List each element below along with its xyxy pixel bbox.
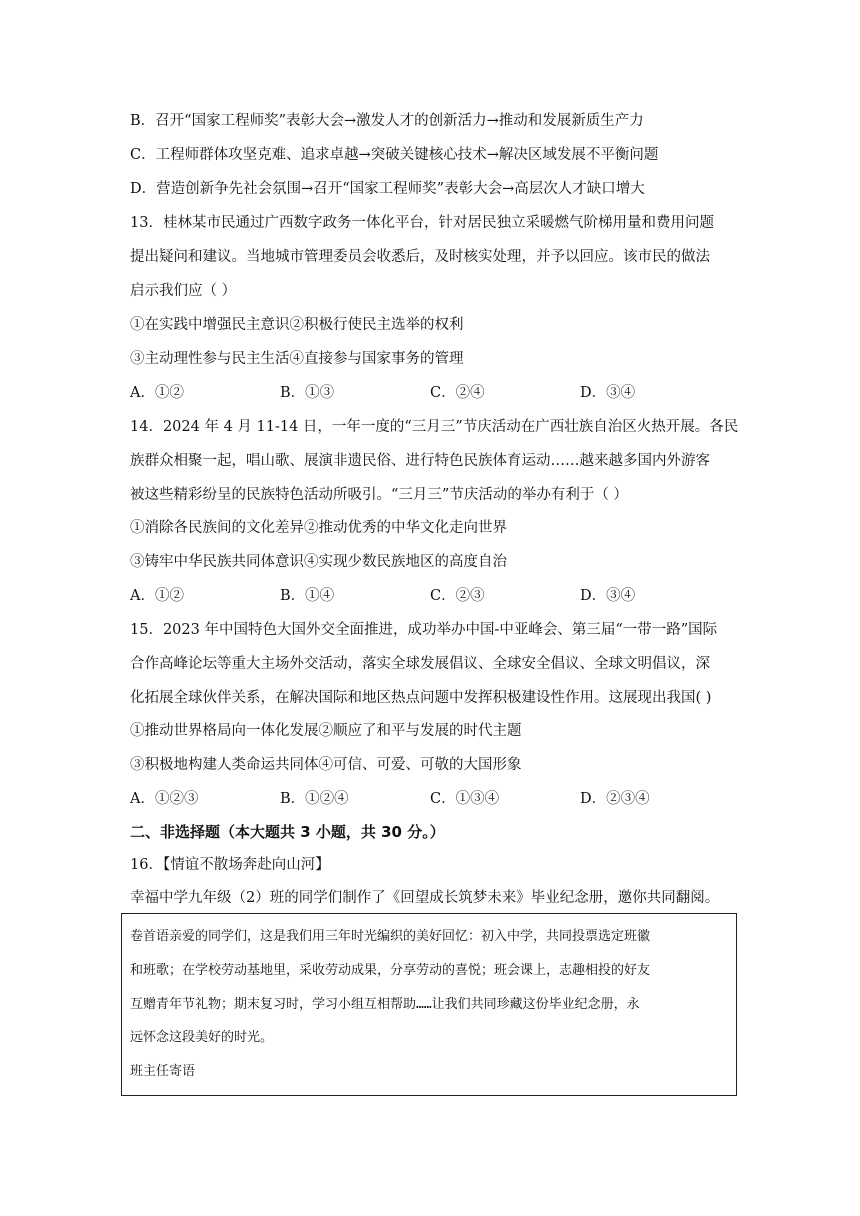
q12-option-b: B．召开“国家工程师奖”表彰大会→激发人才的创新活力→推动和发展新质生产力 [130,113,644,129]
section-2-heading: 二、非选择题（本大题共 3 小题，共 30 分。） [130,823,445,841]
box-line-1: 卷首语亲爱的同学们，这是我们用三年时光编织的美好回忆：初入中学，共同投票选定班徽 [130,929,651,944]
q15-statement-2: ③积极地构建人类命运共同体④可信、可爱、可敬的大国形象 [130,757,522,773]
q13-option-b: B．①③ [280,385,335,401]
q15-stem-line-3: 化拓展全球伙伴关系，在解决国际和地区热点问题中发挥积极建设性作用。这展现出我国( ) [130,690,712,706]
q15-stem-line-1: 15．2023 年中国特色大国外交全面推进，成功举办中国-中亚峰会、第三届“一带一路”国际 [130,622,718,638]
q13-option-a: A．①② [130,385,184,401]
q14-option-c: C．②③ [430,588,485,604]
q14-option-b: B．①④ [280,588,335,604]
q15-stem-line-2: 合作高峰论坛等重大主场外交活动，落实全球发展倡议、全球安全倡议、全球文明倡议，深 [130,656,710,672]
q16-title: 16．【情谊不散场奔赴向山河】 [130,857,330,873]
q13-option-c: C．②④ [430,385,485,401]
q16-intro: 幸福中学九年级（2）班的同学们制作了《回望成长筑梦未来》毕业纪念册，邀你共同翻阅。 [130,890,720,906]
q13-stem-line-1: 13．桂林某市民通过广西数字政务一体化平台，针对居民独立采暖燃气阶梯用量和费用问题 [130,215,714,231]
q14-statement-2: ③铸牢中华民族共同体意识④实现少数民族地区的高度自治 [130,554,507,570]
q13-statement-1: ①在实践中增强民主意识②积极行使民主选举的权利 [130,317,464,333]
q14-stem-line-1: 14．2024 年 4 月 11-14 日，一年一度的“三月三”节庆活动在广西壮族自治区火热开展。各民 [130,419,739,435]
box-line-5: 班主任寄语 [130,1064,196,1079]
q14-option-a: A．①② [130,588,184,604]
q12-option-c: C．工程师群体攻坚克难、追求卓越→突破关键核心技术→解决区域发展不平衡问题 [130,147,659,163]
q13-stem-line-3: 启示我们应（ ） [130,283,237,299]
box-line-4: 远怀念这段美好的时光。 [130,1030,274,1045]
box-line-2: 和班歌；在学校劳动基地里，采收劳动成果，分享劳动的喜悦；班会课上，志趣相投的好友 [130,963,651,978]
q13-statement-2: ③主动理性参与民主生活④直接参与国家事务的管理 [130,351,464,367]
q15-option-c: C．①③④ [430,791,500,807]
box-line-3: 互赠青年节礼物；期末复习时，学习小组互相帮助……让我们共同珍藏这份毕业纪念册，永 [130,997,640,1012]
q15-option-a: A．①②③ [130,791,199,807]
q12-option-d: D．营造创新争先社会氛围→召开“国家工程师奖”表彰大会→高层次人才缺口增大 [130,181,645,197]
q14-statement-1: ①消除各民族间的文化差异②推动优秀的中华文化走向世界 [130,520,507,536]
q13-stem-line-2: 提出疑问和建议。当地城市管理委员会收悉后，及时核实处理，并予以回应。该市民的做法 [130,249,710,265]
q14-option-d: D．③④ [580,588,636,604]
q14-stem-line-2: 族群众相聚一起，唱山歌、展演非遗民俗、进行特色民族体育运动……越来越多国内外游客 [130,453,710,469]
q15-option-b: B．①②④ [280,791,349,807]
q13-option-d: D．③④ [580,385,636,401]
q15-option-d: D．②③④ [580,791,650,807]
q15-statement-1: ①推动世界格局向一体化发展②顺应了和平与发展的时代主题 [130,723,522,739]
q14-stem-line-3: 被这些精彩纷呈的民族特色活动所吸引。“三月三”节庆活动的举办有利于（ ） [130,487,628,503]
